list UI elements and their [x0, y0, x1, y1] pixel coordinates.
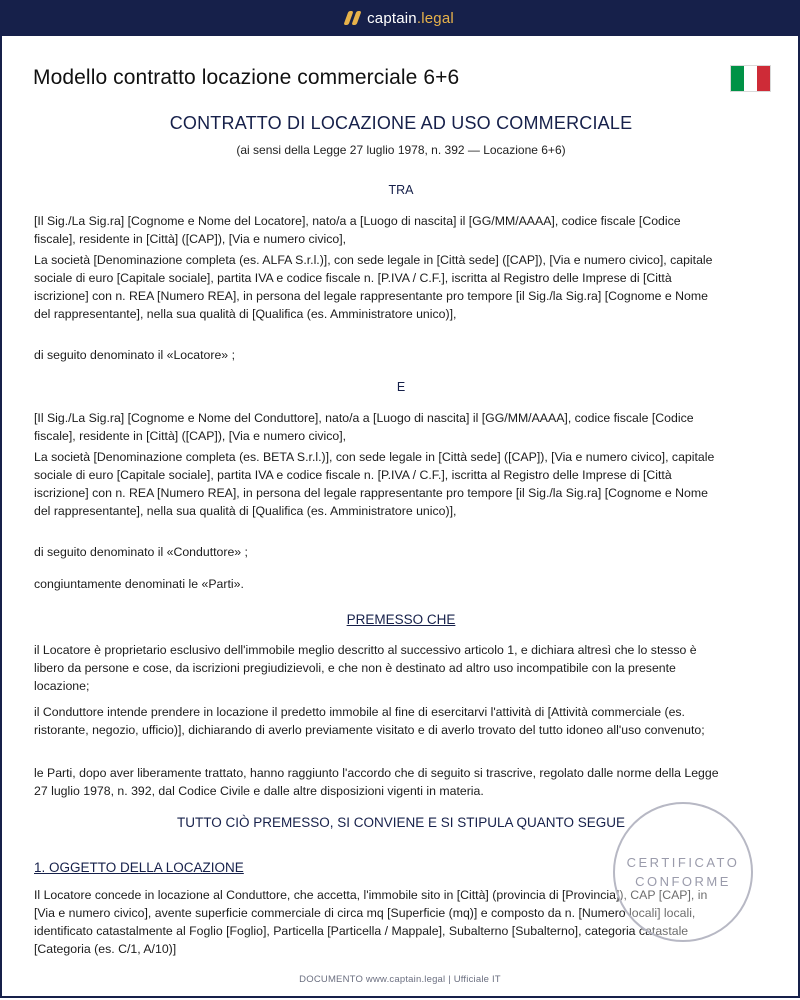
locatore-denomination: di seguito denominato il «Locatore» ; — [34, 348, 235, 362]
premesso-paragraph-3: le Parti, dopo aver liberamente trattato, hanno raggiunto l'accordo che di seguito si trascrive, regolato dalle norme della Legge 27 luglio 1978, n. 392, dal Codice Civile e dalle altre disposizioni vigenti in materia. — [34, 766, 719, 798]
conduttore-denomination: di seguito denominato il «Conduttore» ; — [34, 545, 248, 559]
brand-mark-icon — [344, 11, 362, 25]
page-title: Modello contratto locazione commerciale 6+6 — [33, 66, 460, 89]
brand-name: captain.legal — [367, 9, 454, 27]
section-1-heading: 1. OGGETTO DELLA LOCAZIONE — [34, 860, 244, 875]
parties-paragraph: congiuntamente denominati le «Parti». — [34, 577, 244, 591]
stipula-heading: TUTTO CIÒ PREMESSO, SI CONVIENE E SI STIPULA QUANTO SEGUE — [176, 815, 626, 830]
document-frame — [0, 36, 800, 998]
stamp-line-1: CERTIFICATO — [626, 855, 740, 870]
page-footer: DOCUMENTO www.captain.legal | Ufficiale IT — [299, 974, 501, 985]
premesso-heading: PREMESSO CHE — [346, 612, 456, 627]
conduttore-person-paragraph: [Il Sig./La Sig.ra] [Cognome e Nome del Conduttore], nato/a a [Luogo di nascita] il [GG/MM/AAAA], codice fiscale [Codice fiscale], residente in [Città] ([CAP]), [Via e numero civico], — [34, 411, 694, 443]
brand-logo[interactable] — [346, 10, 454, 27]
contract-title: CONTRATTO DI LOCAZIONE AD USO COMMERCIALE — [169, 113, 633, 133]
contract-subtitle: (ai sensi della Legge 27 luglio 1978, n. 392 — Locazione 6+6) — [236, 143, 566, 157]
top-bar — [0, 0, 800, 36]
certified-stamp — [613, 802, 753, 942]
locatore-company-paragraph: La società [Denominazione completa (es. ALFA S.r.l.)], con sede legale in [Città sede] ([CAP]), [Via e numero civico], capitale sociale di euro [Capitale sociale], partita IVA e codice fiscale n. [P.IVA / C.F.], iscritta al Registro delle Imprese di [Città iscrizione] con n. REA [Numero REA], in persona del legale rappresentante pro tempore [il Sig./la Sig.ra] [Cognome e Nome del rappresentante], nella sua qualità di [Qualifica (es. Amministratore unico)], — [34, 253, 713, 321]
section-1-paragraph: Il Locatore concede in locazione al Conduttore, che accetta, l'immobile sito in [Città] (provincia di [Provincia]), CAP [CAP], in [Via e numero civico], avente superficie commerciale di circa mq [Superficie (mq)] e composto da n. [Numero locali] locali, identificato catastalmente al Foglio [Foglio], Particella [Particella / Mappale], Subalterno [Subalterno], categoria catastale [Categoria (es. C/1, A/10)] — [34, 888, 708, 956]
italian-flag-icon — [730, 65, 771, 92]
locatore-person-paragraph: [Il Sig./La Sig.ra] [Cognome e Nome del Locatore], nato/a a [Luogo di nascita] il [GG/MM/AAAA], codice fiscale [Codice fiscale], residente in [Città] ([CAP]), [Via e numero civico], — [34, 214, 681, 246]
e-label: E — [396, 380, 406, 394]
premesso-paragraph-2: il Conduttore intende prendere in locazione il predetto immobile al fine di esercitarvi l'attività di [Attività commerciale (es. ristorante, negozio, ufficio)], dichiarando di averlo previamente visitato e di averlo trovato del tutto idoneo all'uso convenuto; — [34, 705, 705, 737]
stamp-line-2: CONFORME — [635, 874, 731, 889]
conduttore-company-paragraph: La società [Denominazione completa (es. BETA S.r.l.)], con sede legale in [Città sede] ([CAP]), [Via e numero civico], capitale sociale di euro [Capitale sociale], partita IVA e codice fiscale n. [P.IVA / C.F.], iscritta al Registro delle Imprese di [Città iscrizione] con n. REA [Numero REA], in persona del legale rappresentante pro tempore [il Sig./la Sig.ra] [Cognome e Nome del rappresentante], nella sua qualità di [Qualifica (es. Amministratore unico)], — [34, 450, 715, 518]
premesso-paragraph-1: il Locatore è proprietario esclusivo dell'immobile meglio descritto al successivo articolo 1, e dichiara altresì che lo stesso è libero da persone e cose, da iscrizioni pregiudizievoli, e che non è destinato ad altro uso incompatibile con la presente locazione; — [34, 643, 697, 693]
tra-label: TRA — [388, 183, 414, 197]
